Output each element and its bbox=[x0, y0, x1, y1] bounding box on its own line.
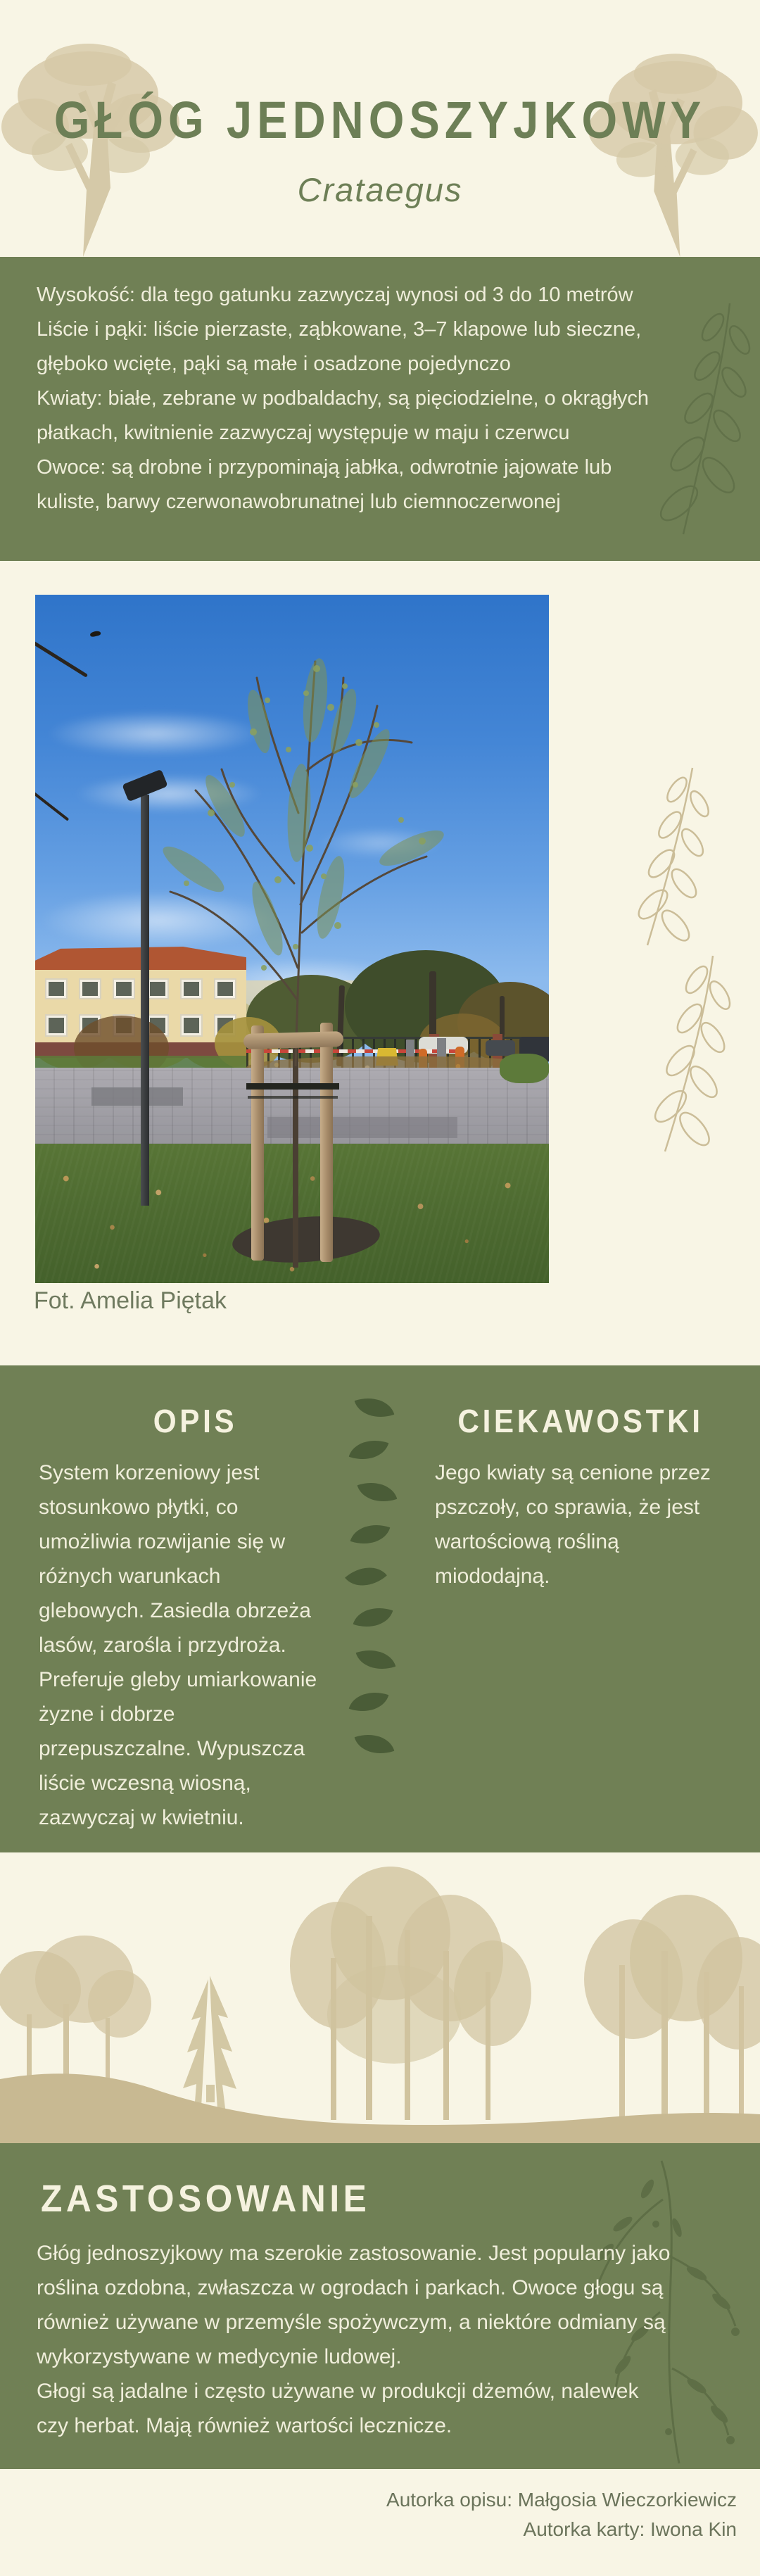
description-line: głęboko wcięte, pąki są małe i osadzone pojedynczo bbox=[37, 353, 511, 375]
photo-grass-edge bbox=[500, 1054, 549, 1083]
zastosowanie-line: roślina ozdobna, zwłaszcza w ogrodach i parkach. Owoce głogu są bbox=[37, 2276, 664, 2299]
opis-ciekawostki-section bbox=[0, 1365, 760, 1852]
vine-sprig-icon bbox=[651, 299, 756, 538]
photo-window bbox=[45, 978, 68, 999]
photo-stake-right bbox=[320, 1023, 333, 1262]
photo-pavement-patch bbox=[91, 1087, 183, 1106]
zastosowanie-section bbox=[0, 2143, 760, 2469]
photo-stake-band bbox=[248, 1096, 338, 1099]
page-subtitle: Crataegus bbox=[297, 171, 463, 208]
photo-young-tree-trunk bbox=[293, 1045, 298, 1268]
tree-silhouette-band bbox=[0, 1852, 760, 2143]
ciekawostki-heading: CIEKAWOSTKI bbox=[457, 1403, 704, 1439]
photo-window bbox=[45, 1014, 68, 1037]
header-tree-right-icon bbox=[577, 46, 760, 257]
zastosowanie-line: również używane w przemyśle spożywczym, a niektóre odmiany są bbox=[37, 2311, 666, 2334]
opis-line: liście wczesną wiosną, bbox=[39, 1772, 251, 1795]
opis-line: umożliwia rozwijanie się w bbox=[39, 1530, 286, 1553]
photo-stake-left bbox=[251, 1025, 264, 1261]
opis-line: żyzne i dobrze bbox=[39, 1703, 175, 1726]
ciekawostki-line: Jego kwiaty są cenione przez bbox=[435, 1461, 711, 1484]
forest-silhouette-icon bbox=[0, 1852, 760, 2143]
photo-caption: Fot. Amelia Piętak bbox=[34, 1287, 227, 1314]
opis-heading: OPIS bbox=[153, 1403, 238, 1439]
credit-description-author: Autorka opisu: Małgosia Wieczorkiewicz bbox=[386, 2489, 737, 2511]
photo-stake-crossbar bbox=[243, 1031, 344, 1049]
leaf-icon bbox=[357, 1475, 398, 1509]
page-title: GŁÓG JEDNOSZYJKOWY bbox=[53, 91, 707, 149]
zastosowanie-line: czy herbat. Mają również wartości lecznicze. bbox=[37, 2414, 452, 2437]
ciekawostki-line: miododajną. bbox=[435, 1565, 550, 1588]
opis-line: System korzeniowy jest bbox=[39, 1461, 260, 1484]
photo-young-tree-canopy bbox=[120, 602, 500, 1066]
leaf-icon bbox=[355, 1390, 395, 1425]
opis-line: przepuszczalne. Wypuszcza bbox=[39, 1737, 305, 1760]
zastosowanie-line: wykorzystywane w medycynie ludowej. bbox=[37, 2345, 402, 2368]
description-line: Wysokość: dla tego gatunku zazwyczaj wynosi od 3 do 10 metrów bbox=[37, 284, 633, 306]
photo-stake-band bbox=[246, 1083, 339, 1090]
opis-line: glebowych. Zasiedla obrzeża bbox=[39, 1599, 311, 1622]
description-section bbox=[0, 257, 760, 561]
footer-section bbox=[0, 2469, 760, 2576]
opis-line: Preferuje gleby umiarkowanie bbox=[39, 1668, 317, 1691]
opis-line: lasów, zarośla i przydroża. bbox=[39, 1634, 286, 1657]
description-line: kuliste, barwy czerwonawobrunatnej lub ciemnoczerwonej bbox=[37, 491, 561, 513]
tree-photo bbox=[35, 595, 549, 1283]
photo-window bbox=[79, 978, 101, 999]
opis-text bbox=[39, 1456, 362, 1835]
credit-card-author: Autorka karty: Iwona Kin bbox=[523, 2518, 737, 2540]
description-line: Kwiaty: białe, zebrane w podbaldachy, są pięciodzielne, o okrągłych bbox=[37, 387, 649, 410]
description-text bbox=[37, 278, 726, 519]
zastosowanie-line: Głóg jednoszyjkowy ma szerokie zastosowanie. Jest popularny jako bbox=[37, 2242, 671, 2265]
opis-line: stosunkowo płytki, co bbox=[39, 1496, 239, 1519]
zastosowanie-text bbox=[37, 2236, 740, 2443]
description-line: Owoce: są drobne i przypominają jabłka, odwrotnie jajowate lub bbox=[37, 456, 612, 479]
opis-line: zazwyczaj w kwietniu. bbox=[39, 1806, 244, 1829]
header-section bbox=[0, 0, 760, 257]
ciekawostki-line: wartościową rośliną bbox=[435, 1530, 619, 1553]
opis-line: różnych warunkach bbox=[39, 1565, 221, 1588]
zastosowanie-heading: ZASTOSOWANIE bbox=[41, 2178, 371, 2220]
zastosowanie-line: Głogi są jadalne i często używane w produkcji dżemów, nalewek bbox=[37, 2380, 639, 2403]
ciekawostki-text bbox=[435, 1456, 745, 1593]
leaf-sprig-b-icon bbox=[630, 952, 735, 1156]
ciekawostki-line: pszczoły, co sprawia, że jest bbox=[435, 1496, 700, 1519]
photo-section bbox=[0, 561, 760, 1365]
leaf-sprig-a-icon bbox=[614, 765, 712, 948]
photo-pavement-texture bbox=[35, 1068, 549, 1152]
description-line: płatkach, kwitnienie zazwyczaj występuje w maju i czerwcu bbox=[37, 422, 570, 444]
description-line: Liście i pąki: liście pierzaste, ząbkowane, 3–7 klapowe lub sieczne, bbox=[37, 318, 642, 341]
